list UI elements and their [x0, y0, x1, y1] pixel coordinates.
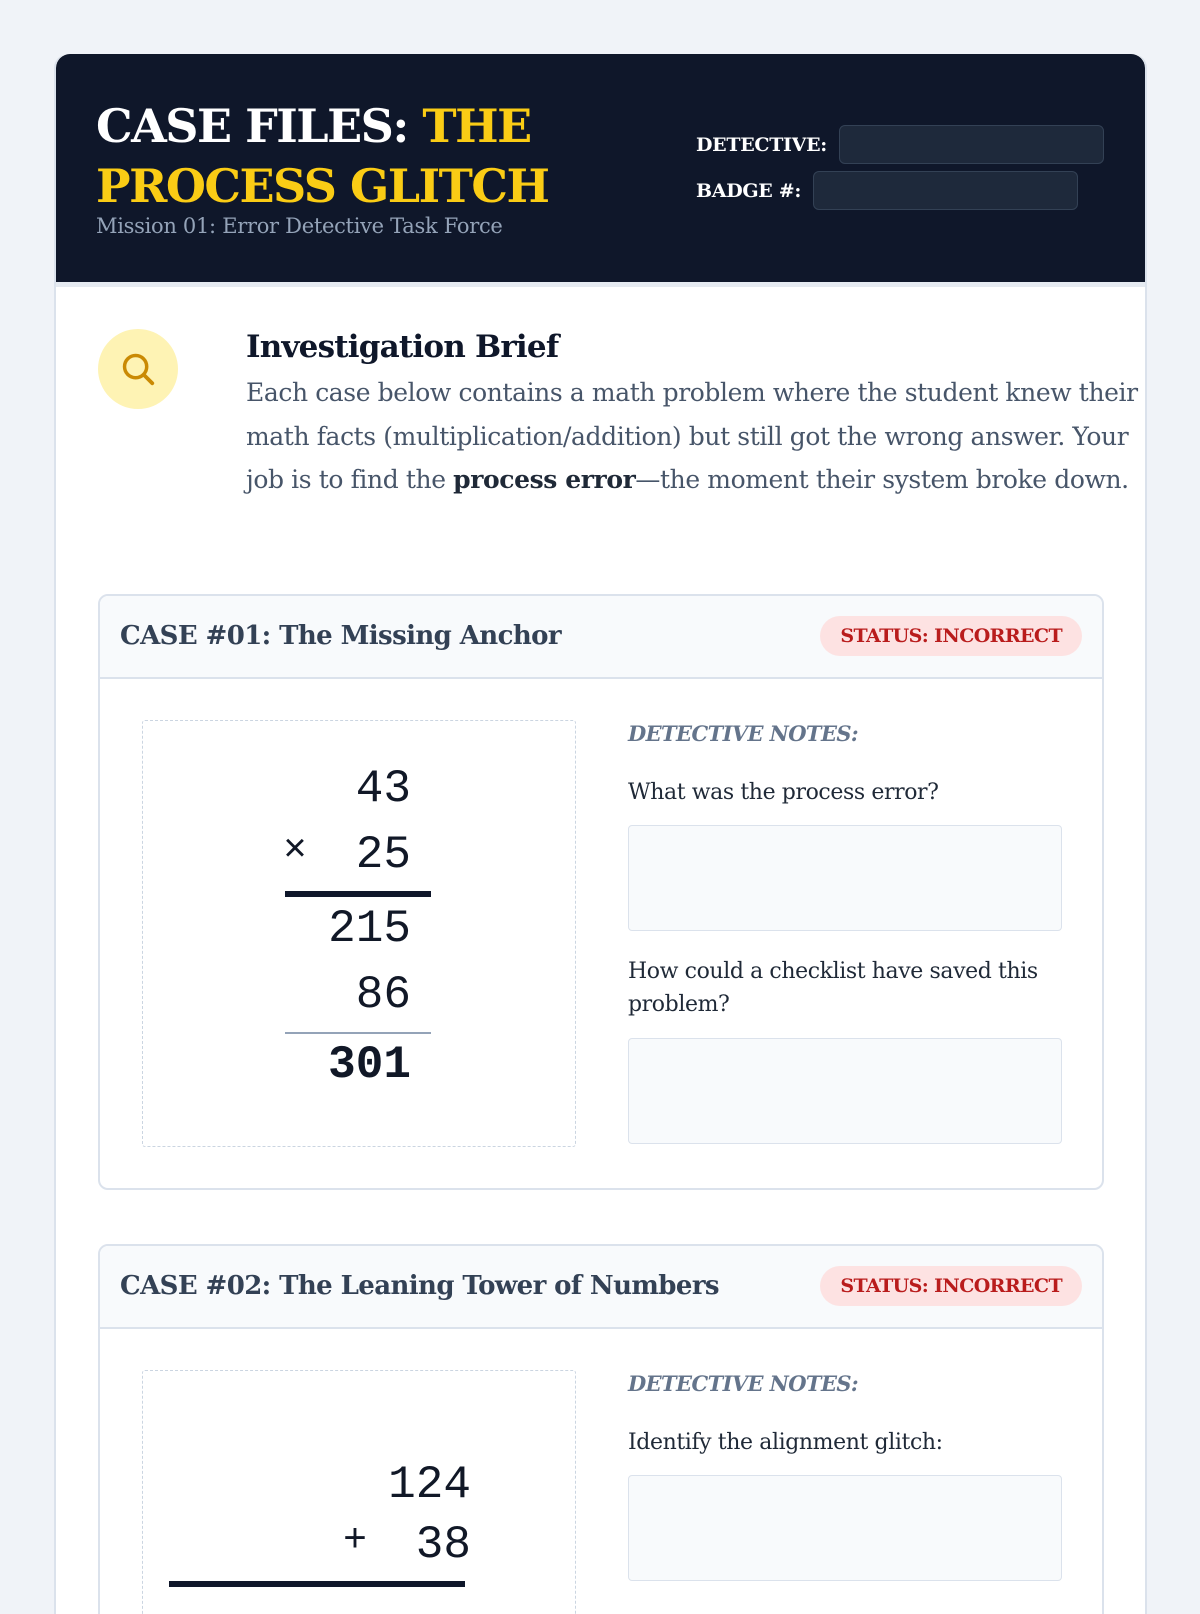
sum-line [285, 1032, 431, 1034]
partial-product-1: 215 [328, 903, 411, 955]
badge-row [696, 171, 1078, 210]
addend-1: 124 [388, 1459, 471, 1511]
worksheet-page [54, 54, 1147, 1614]
case-header [100, 1246, 1102, 1329]
multiply-line [285, 891, 431, 897]
notes-label: DETECTIVE NOTES: [628, 1371, 859, 1396]
brief-text [246, 371, 1146, 502]
final-answer: 301 [328, 1039, 411, 1091]
search-icon [119, 350, 157, 388]
case-card [98, 594, 1104, 1190]
brief-text-end: —the moment their system broke down. [635, 465, 1129, 494]
brief-title: Investigation Brief [246, 329, 559, 365]
partial-product-2: 86 [355, 969, 411, 1021]
case-title: CASE #01: The Missing Anchor [120, 621, 561, 651]
multiplier: 25 [355, 829, 411, 881]
answer-box[interactable] [628, 1038, 1062, 1144]
title-accent: THE PROCESS GLITCH [96, 99, 549, 213]
work-area [142, 720, 576, 1147]
detective-row [696, 125, 1104, 164]
brief-text-start: Each case below contains a math problem where the student knew their math facts (multiplication/addition) but still got the wrong answer. Your job is to find the [246, 378, 1138, 494]
multiplicand: 43 [355, 763, 411, 815]
brief-icon-circle [98, 329, 178, 409]
detective-name-input[interactable] [839, 125, 1104, 164]
notes-label: DETECTIVE NOTES: [628, 721, 859, 746]
operator: + [343, 1519, 368, 1564]
worksheet-header [56, 54, 1145, 287]
status-badge: STATUS: INCORRECT [820, 616, 1082, 656]
case-card [98, 1244, 1104, 1614]
status-badge: STATUS: INCORRECT [820, 1266, 1082, 1306]
work-area [142, 1370, 576, 1614]
addend-2: 38 [415, 1519, 471, 1571]
sum-line [169, 1581, 465, 1587]
case-title: CASE #02: The Leaning Tower of Numbers [120, 1271, 719, 1301]
badge-label: BADGE #: [696, 179, 802, 202]
page-title [96, 96, 566, 216]
case-header [100, 596, 1102, 679]
question-process-error: What was the process error? [628, 780, 939, 805]
mission-subtitle: Mission 01: Error Detective Task Force [96, 214, 503, 238]
brief-text-emphasis: process error [453, 465, 636, 494]
badge-number-input[interactable] [813, 171, 1078, 210]
answer-box[interactable] [628, 825, 1062, 931]
question-checklist: How could a checklist have saved this problem? [628, 959, 1038, 1017]
question-alignment: Identify the alignment glitch: [628, 1430, 943, 1455]
operator: × [283, 829, 308, 874]
title-prefix: CASE FILES: [96, 99, 408, 153]
detective-label: DETECTIVE: [696, 133, 827, 156]
answer-box[interactable] [628, 1475, 1062, 1581]
